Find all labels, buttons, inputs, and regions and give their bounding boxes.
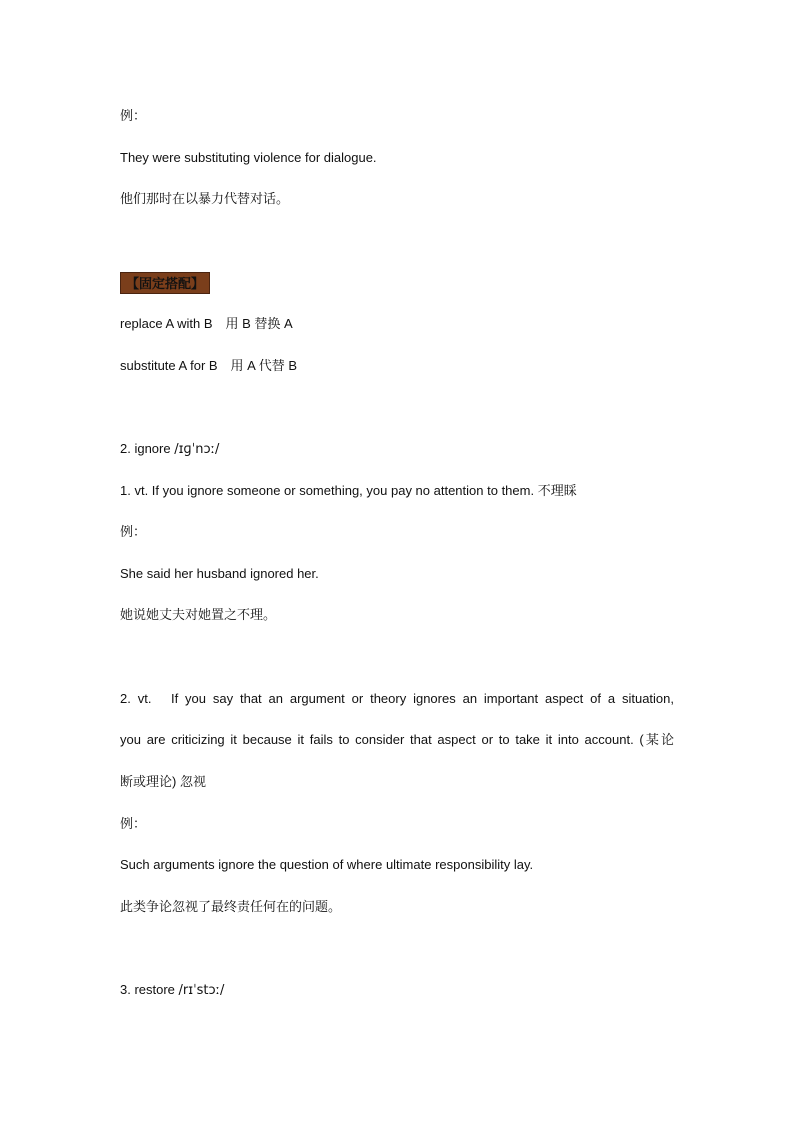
example-sentence-zh: 她说她丈夫对她置之不理。 xyxy=(120,607,277,622)
pronunciation: /ɪɡˈnɔː/ xyxy=(174,442,220,457)
collocation-phrase: substitute A for B 用 A 代替 B xyxy=(120,358,298,373)
fixed-collocation-badge: 【固定搭配】 xyxy=(120,272,210,294)
example-label: 例： xyxy=(120,816,147,831)
example-sentence-en: Such arguments ignore the question of where ultimate responsibility lay. xyxy=(120,857,534,872)
headword: 3. restore xyxy=(120,982,179,997)
sense-definition: 1. vt. If you ignore someone or something, you pay no attention to them. 不理睬 xyxy=(120,483,577,498)
example-sentence-en: They were substituting violence for dialogue. xyxy=(120,150,377,165)
sense-definition: you are criticizing it because it fails to consider that aspect or to take it into account. (某论 xyxy=(120,732,674,747)
sense-definition: 2. vt. If you say that an argument or theory ignores an important aspect of a situation, xyxy=(120,691,674,706)
entry-heading-restore xyxy=(120,981,224,1000)
collocation-phrase: replace A with B 用 B 替换 A xyxy=(120,316,293,331)
pronunciation: /rɪˈstɔː/ xyxy=(178,983,225,998)
example-sentence-zh: 此类争论忽视了最终责任何在的问题。 xyxy=(120,899,342,914)
example-label: 例： xyxy=(120,108,147,123)
entry-heading-ignore xyxy=(120,440,219,459)
example-label: 例： xyxy=(120,524,147,539)
example-sentence-zh: 他们那时在以暴力代替对话。 xyxy=(120,191,290,206)
sense-definition: 断或理论) 忽视 xyxy=(120,774,206,789)
headword: 2. ignore xyxy=(120,441,175,456)
example-sentence-en: She said her husband ignored her. xyxy=(120,566,319,581)
